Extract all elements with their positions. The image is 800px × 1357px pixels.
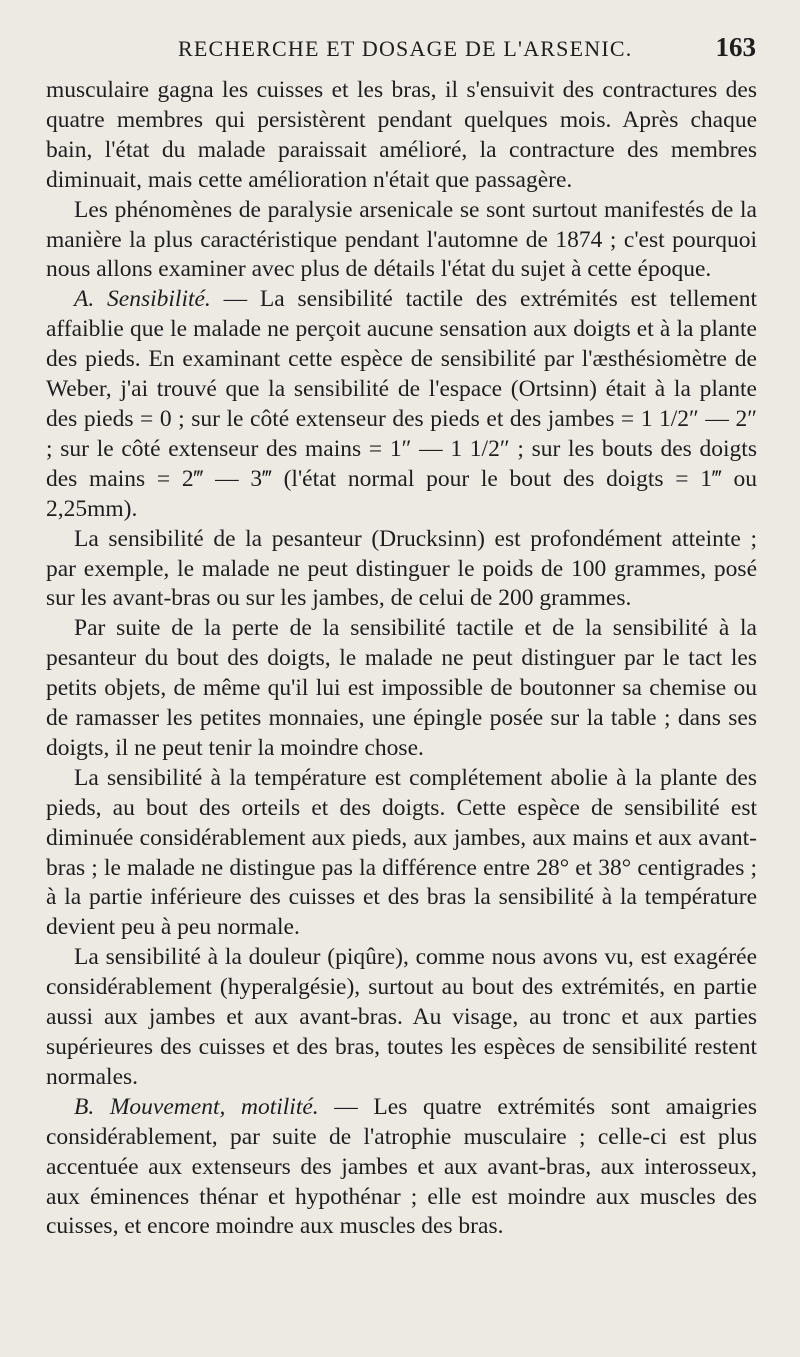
paragraph-text: La sensibilité à la température est complétement abolie à la plante des pieds, au bout des orteils et des doigts. Cette espèce de sensibilité est diminuée considérablement aux pieds, aux jambes, aux mains et aux avant-bras ; le malade ne distingue pas la différence entre 28° et 38° centigrades ; à la partie inférieure des cuisses et des bras la sensibilité à la température devient peu à peu normale. <box>46 764 757 941</box>
paragraph-sensibility <box>46 285 757 524</box>
paragraph-pressure <box>46 525 757 615</box>
section-label: A. Sensibilité. <box>74 286 211 313</box>
paragraph-movement <box>46 1093 757 1243</box>
page-body <box>46 76 757 1242</box>
paragraph-continuation <box>46 76 757 196</box>
section-label: B. Mouvement, motilité. <box>74 1093 319 1120</box>
page-number: 163 <box>715 32 756 62</box>
paragraph-temperature <box>46 764 757 943</box>
paragraph-text: La sensibilité à la douleur (piqûre), comme nous avons vu, est exagérée considérablement (hyperalgésie), surtout au bout des extrémités, en partie aussi aux jambes et aux avant-bras. Au visage, au tronc et aux parties supérieures des cuisses et des bras, toutes les espèces de sensibilité restent normales. <box>46 944 757 1090</box>
paragraph-text: musculaire gagna les cuisses et les bras, il s'ensuivit des contractures des quatre membres qui persistèrent pendant quelques mois. Après chaque bain, l'état du malade paraissait amélioré, la contracture des membres diminuait, mais cette amélioration n'était que passagère. <box>46 77 757 193</box>
paragraph-text: Par suite de la perte de la sensibilité tactile et de la sensibilité à la pesanteur du bout des doigts, le malade ne peut distinguer par le tact les petits objets, de même qu'il lui est impossible de boutonner sa chemise ou de ramasser les petites monnaies, une épingle posée sur la table ; dans ses doigts, il ne peut tenir la moindre chose. <box>46 615 757 761</box>
page-header <box>40 30 760 70</box>
paragraph-pain <box>46 943 757 1093</box>
paragraph-touch <box>46 614 757 764</box>
paragraph-text: — Les quatre extrémités sont amaigries considérablement, par suite de l'atrophie musculaire ; celle-ci est plus accentuée aux extenseurs des jambes et aux avant-bras, aux interosseux, aux éminences thénar et hypothénar ; elle est moindre aux muscles des cuisses, et encore moindre aux muscles des bras. <box>46 1093 757 1240</box>
paragraph-paralysis <box>46 196 757 286</box>
paragraph-text: La sensibilité de la pesanteur (Drucksinn) est profondément atteinte ; par exemple, le malade ne peut distinguer le poids de 100 grammes, posé sur les avant-bras ou sur les jambes, de celui de 200 grammes. <box>46 525 757 612</box>
running-head: RECHERCHE ET DOSAGE DE L'ARSENIC. <box>178 36 633 61</box>
paragraph-text: — La sensibilité tactile des extrémités est tellement affaiblie que le malade ne perçoit aucune sensation aux doigts et à la plante des pieds. En examinant cette espèce de sensibilité par l'æsthésiomètre de Weber, j'ai trouvé que la sensibilité de l'espace (Ortsinn) était à la plante des pieds = 0 ; sur le côté extenseur des pieds et des jambes = 1 1/2″ — 2″ ; sur le côté extenseur des mains = 1″ — 1 1/2″ ; sur les bouts des doigts des mains = 2‴ — 3‴ (l'état normal pour le bout des doigts = 1‴ ou 2,25mm). <box>46 286 757 522</box>
paragraph-text: Les phénomènes de paralysie arsenicale se sont surtout manifestés de la manière la plus caractéristique pendant l'automne de 1874 ; c'est pourquoi nous allons examiner avec plus de détails l'état du sujet à cette époque. <box>46 196 757 283</box>
